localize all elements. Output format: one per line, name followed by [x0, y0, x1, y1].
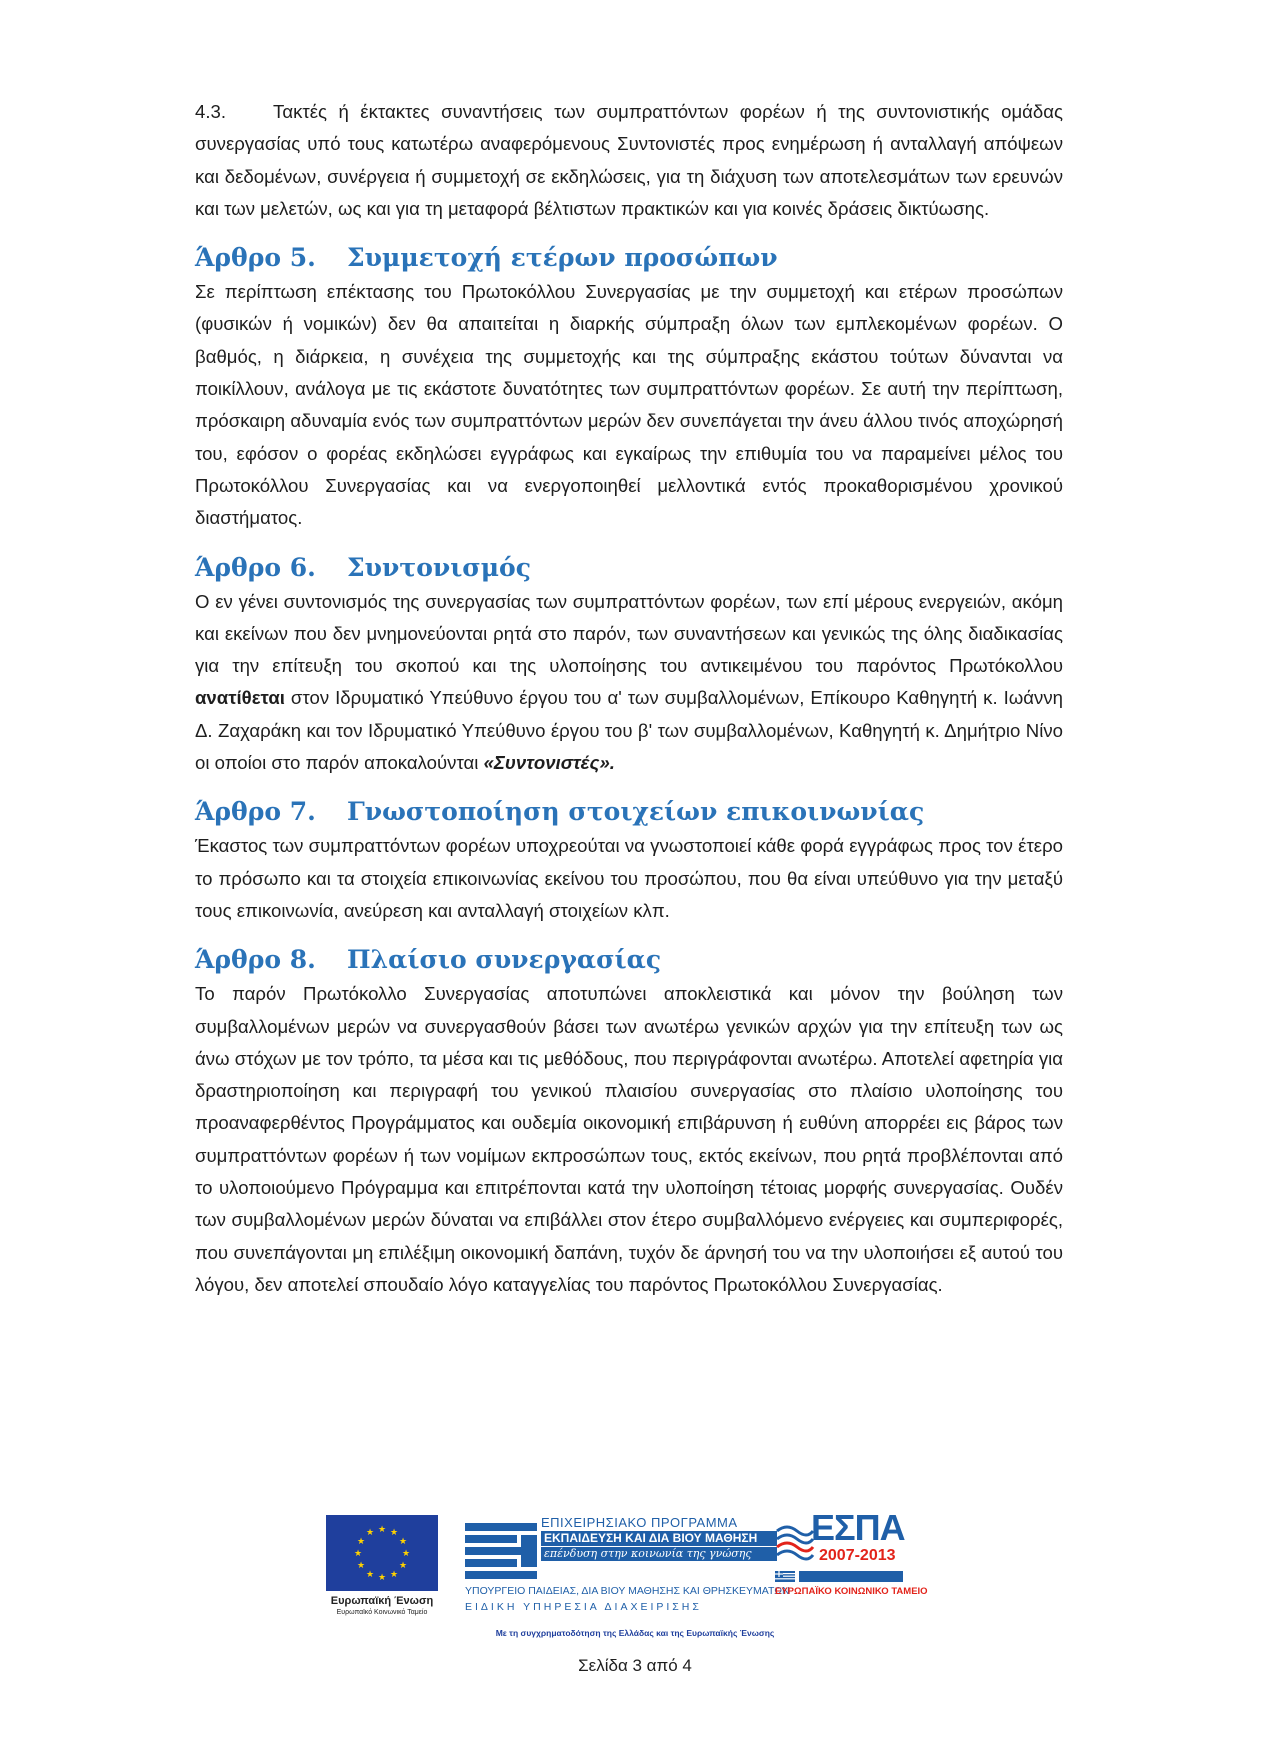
article-6 — [195, 551, 1063, 780]
svg-text:★: ★ — [401, 1549, 411, 1559]
article-number: Άρθρο 8. — [195, 945, 316, 975]
managing-authority-line: ΕΙΔΙΚΗ ΥΠΗΡΕΣΙΑ ΔΙΑΧΕΙΡΙΣΗΣ — [465, 1601, 702, 1613]
article-5 — [195, 241, 1063, 534]
svg-text:★: ★ — [398, 1561, 408, 1571]
svg-text:★: ★ — [398, 1537, 408, 1547]
page-number: Σελίδα 3 από 4 — [578, 1656, 692, 1675]
program-emblem-icon — [465, 1519, 537, 1579]
eu-subcaption: Ευρωπαϊκό Κοινωνικό Ταμείο — [336, 1609, 428, 1616]
svg-text:★: ★ — [377, 1525, 387, 1535]
clause-text: Τακτές ή έκτακτες συναντήσεις των συμπραττόντων φορέων ή της συντονιστικής ομάδας συνεργασίας υπό τους κατωτέρω αναφερόμενους Συντονιστές προς ενημέρωση ή ανταλλαγή απόψεων και δεδομένων, συνέργεια ή συμμετοχή σε εκδηλώσεις, για τη διάχυση των αποτελεσμάτων των ερευνών και των μελετών, ως και για τη μεταφορά βέλτιστων πρακτικών και για κοινές δράσεις δικτύωσης. — [195, 101, 1063, 219]
svg-text:★: ★ — [389, 1570, 399, 1580]
svg-text:★: ★ — [356, 1561, 366, 1571]
ministry-line: ΥΠΟΥΡΓΕΙΟ ΠΑΙΔΕΙΑΣ, ΔΙΑ ΒΙΟΥ ΜΑΘΗΣΗΣ ΚΑΙ ΘΡΗΣΚΕΥΜΑΤΩΝ — [465, 1585, 790, 1597]
article-title: Συμμετοχή ετέρων προσώπων — [347, 243, 778, 273]
article-body-part1: Ο εν γένει συντονισμός της συνεργασίας των συμπραττόντων φορέων, των επί μέρους ενεργειών, ακόμη και εκείνων που δεν μνημονεύονται ρητά στο παρόν, των συναντήσεων και γενικώς της όλης διαδικασίας για την επίτευξη του σκοπού και της υλοποίησης του αντικειμένου του παρόντος Πρωτόκολλου — [195, 590, 1063, 677]
article-body: Το παρόν Πρωτόκολλο Συνεργασίας αποτυπώνει αποκλειστικά και μόνον την βούληση των συμβαλλομένων μερών να συνεργασθούν βάσει των ανωτέρω γενικών αρχών για την επίτευξη των ως άνω στόχων με τον τρόπο, τα μέσα και τις μεθόδους, που περιγράφονται ανωτέρω. Αποτελεί αφετηρία για δραστηριοποίηση και περιγραφή του γενικού πλαισίου συνεργασίας στο πλαίσιο υλοποίησης του προαναφερθέντος Προγράμματος και ουδεμία οικονομική επιβάρυνση ή ευθύνη απορρέει εις βάρος των συμπραττόντων φορέων ή των νομίμων εκπροσώπων τους, εκτός εκείνων, που ρητά προβλέπονται από το υλοποιούμενο Πρόγραμμα και επιτρέπονται κατά την υλοποίηση τέτοιας μορφής συνεργασίας. Ουδέν των συμβαλλομένων μερών δύναται να επιβάλλει στον έτερο συμβαλλόμενο ενέργειες και συμπεριφορές, που συνεπάγονται μη επιλέξιμη οικονομική δαπάνη, τυχόν δε άρνησή του να την υλοποιήσει εξ αυτού του λόγου, δεν αποτελεί σπουδαίο λόγο καταγγελίας του παρόντος Πρωτοκόλλου Συνεργασίας. — [195, 983, 1063, 1295]
program-line3: επένδυση στην κοινωνία της γνώσης — [541, 1547, 777, 1561]
cofunding-line: Με τη συγχρηματοδότηση της Ελλάδας και της Ευρωπαϊκής Ένωσης — [495, 1628, 775, 1638]
greek-flag-icon — [775, 1571, 795, 1582]
article-body — [195, 586, 1063, 780]
coordinators-term: «Συντονιστές». — [483, 752, 615, 774]
article-heading — [195, 795, 1063, 829]
svg-text:★: ★ — [365, 1570, 375, 1580]
program-text — [541, 1515, 777, 1561]
footer-logos — [320, 1507, 928, 1645]
clause-number: 4.3. — [195, 101, 227, 122]
espa-waves-icon — [775, 1521, 815, 1561]
article-number: Άρθρο 7. — [195, 797, 316, 827]
article-heading — [195, 943, 1063, 977]
article-7 — [195, 795, 1063, 927]
article-number: Άρθρο 6. — [195, 552, 316, 582]
eu-caption: Ευρωπαϊκή Ένωση — [330, 1595, 434, 1607]
article-title: Πλαίσιο συνεργασίας — [347, 945, 662, 975]
espa-years: 2007-2013 — [819, 1547, 896, 1564]
article-body: Έκαστος των συμπραττόντων φορέων υποχρεούται να γνωστοποιεί κάθε φορά εγγράφως προς τον έτερο το πρόσωπο και τα στοιχεία επικοινωνίας εκείνου του προσώπου, που θα είναι υπεύθυνο για την μεταξύ τους επικοινωνία, ανεύρεση και ανταλλαγή στοιχείων κλπ. — [195, 835, 1063, 921]
article-heading — [195, 241, 1063, 275]
document-content — [195, 96, 1063, 1301]
espa-fund: ΕΥΡΩΠΑΪΚΟ ΚΟΙΝΩΝΙΚΟ ΤΑΜΕΙΟ — [775, 1586, 928, 1597]
article-body: Σε περίπτωση επέκτασης του Πρωτοκόλλου Συνεργασίας με την συμμετοχή και ετέρων προσώπων (φυσικών ή νομικών) δεν θα απαιτείται η διαρκής σύμπραξη όλων των εμπλεκομένων φορέων. Ο βαθμός, η διάρκεια, η συνέχεια της συμμετοχής και της σύμπραξης εκάστου τούτων δύνανται να ποικίλλουν, ανάλογα με τις εκάστοτε δυνατότητες των συμπραττόντων φορέων. Σε αυτή την περίπτωση, πρόσκαιρη αδυναμία ενός των συμπραττόντων μερών δεν συνεπάγεται την άνευ άλλου τινός αποχώρησή του, εφόσον ο φορέας εκδηλώσει εγγράφως και εγκαίρως την επιθυμία του να παραμείνει μέλος του Πρωτοκόλλου Συνεργασίας και να ενεργοποιηθεί μελλοντικά εντός προκαθορισμένου χρονικού διαστήματος. — [195, 281, 1063, 529]
article-heading — [195, 551, 1063, 585]
eu-logo — [326, 1515, 438, 1617]
svg-text:★: ★ — [365, 1528, 375, 1538]
svg-text:★: ★ — [389, 1528, 399, 1538]
article-title: Γνωστοποίηση στοιχείων επικοινωνίας — [347, 797, 925, 827]
program-line1: ΕΠΙΧΕΙΡΗΣΙΑΚΟ ΠΡΟΓΡΑΜΜΑ — [541, 1515, 738, 1530]
article-8 — [195, 943, 1063, 1301]
svg-text:★: ★ — [356, 1537, 366, 1547]
article-title: Συντονισμός — [347, 552, 531, 582]
espa-blue-bar — [799, 1571, 903, 1582]
svg-text:★: ★ — [353, 1549, 363, 1559]
article-number: Άρθρο 5. — [195, 243, 316, 273]
clause-4-3 — [195, 96, 1063, 225]
svg-text:★: ★ — [377, 1573, 387, 1583]
program-line2: ΕΚΠΑΙΔΕΥΣΗ ΚΑΙ ΔΙΑ ΒΙΟΥ ΜΑΘΗΣΗ — [541, 1531, 777, 1546]
assigned-word: ανατίθεται — [195, 687, 285, 709]
article-body-part2: στον Ιδρυματικό Υπεύθυνο έργου του α' των συμβαλλομένων, Επίκουρο Καθηγητή κ. Ιωάννη Δ. Ζαχαράκη και τον Ιδρυματικό Υπεύθυνο έργου του β' των συμβαλλομένων, Καθηγητή κ. Δημήτριο Νίνο οι οποίοι στο παρόν αποκαλούνται — [195, 687, 1063, 774]
eu-flag-icon — [326, 1515, 438, 1591]
espa-title: ΕΣΠΑ — [811, 1507, 905, 1548]
